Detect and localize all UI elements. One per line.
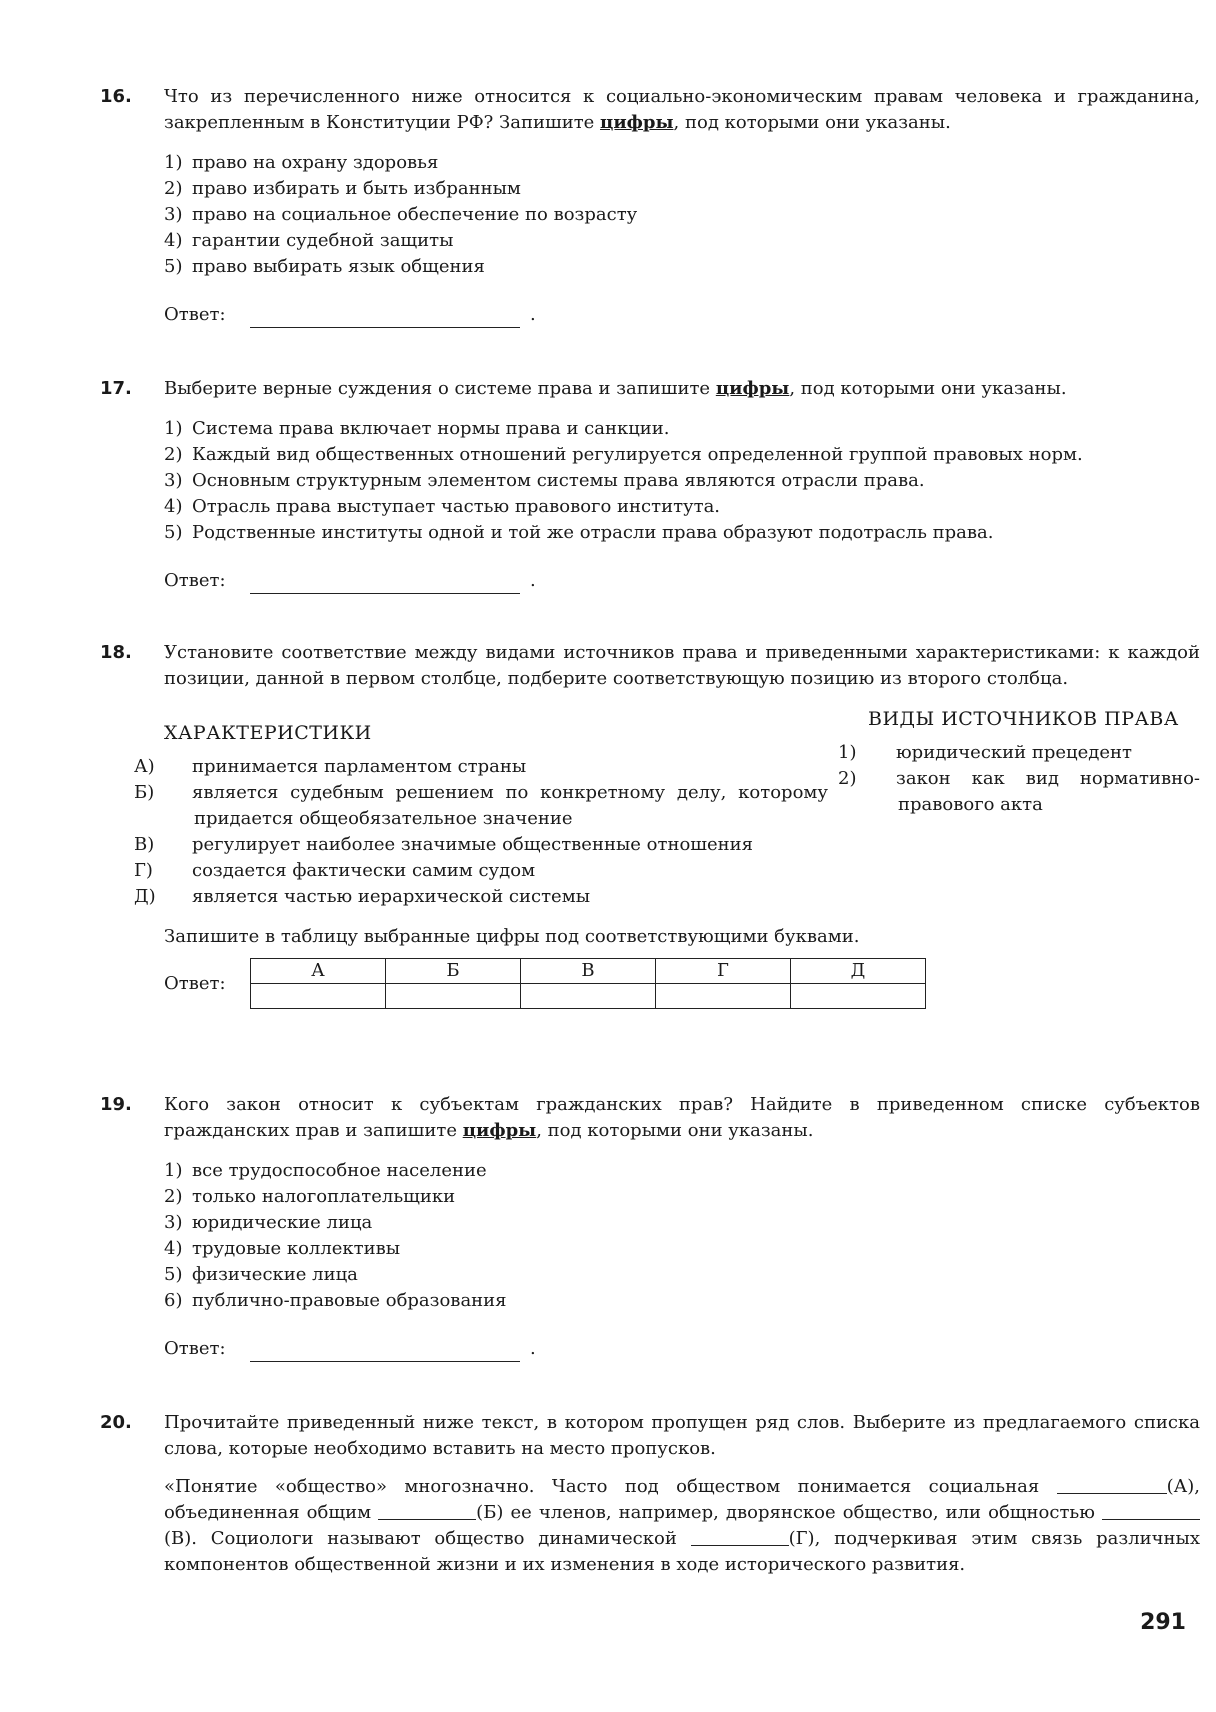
answer-cell-g[interactable] [656, 984, 791, 1009]
task-stem: Установите соответствие между видами источников права и приведенными характеристиками: к каждой позиции, данной в первом столбце, подберите соответствующую позицию из второго столбца. [164, 642, 1200, 689]
options-list [164, 1158, 1200, 1314]
list-item: 4) гарантии судебной защиты [164, 230, 454, 251]
task-stem: Прочитайте приведенный ниже текст, в котором пропущен ряд слов. Выберите из предлагаемого списка слова, которые необходимо вставить на место пропусков. [164, 1412, 1200, 1459]
gap-b-field[interactable] [378, 1501, 476, 1520]
list-item: 1) право на охрану здоровья [164, 152, 439, 173]
instruction: Запишите в таблицу выбранные цифры под соответствующими буквами. [164, 926, 860, 947]
task-number: 20. [100, 1412, 132, 1433]
answer-cell-v[interactable] [521, 984, 656, 1009]
answer-row: Ответ: . [164, 302, 1200, 328]
answer-row: Ответ: . [164, 1336, 1200, 1362]
task-stem: Кого закон относит к субъектам гражданских прав? Найдите в приведенном списке субъектов гражданских прав и запишите цифры, под которыми они указаны. [164, 1094, 1200, 1141]
list-item: 1) Система права включает нормы права и санкции. [164, 418, 670, 439]
table-header-v: В [521, 959, 656, 984]
list-item: 2) только налогоплательщики [164, 1186, 456, 1207]
list-item: 1) все трудоспособное население [164, 1160, 487, 1181]
task-stem: Выберите верные суждения о системе права и запишите цифры, под которыми они указаны. [164, 378, 1067, 399]
list-item: 2) закон как вид нормативно-правового акта [838, 768, 1200, 815]
answer-label: Ответ: [164, 972, 226, 994]
task-number: 19. [100, 1094, 132, 1115]
task-20 [100, 1410, 1200, 1578]
emphasis-digits: цифры [600, 112, 674, 133]
answer-field[interactable] [250, 307, 520, 328]
list-item: 3) юридические лица [164, 1212, 373, 1233]
list-item: Д) является частью иерархической системы [134, 886, 591, 907]
list-item: Г) создается фактически самим судом [134, 860, 536, 881]
answer-label: Ответ: [164, 1338, 226, 1359]
sources-column [838, 706, 1200, 910]
list-item: 5) Родственные институты одной и той же отрасли права образуют подотрасль права. [164, 522, 994, 543]
options-list [164, 416, 1200, 546]
task-stem: Что из перечисленного ниже относится к социально-экономическим правам человека и гражданина, закрепленным в Конституции РФ? Запишите цифры, под которыми они указаны. [164, 86, 1200, 133]
answer-field[interactable] [250, 573, 520, 594]
answer-cell-d[interactable] [791, 984, 926, 1009]
table-header-a: А [251, 959, 386, 984]
cloze-text: «Понятие «общество» многозначно. Часто под обществом понимается социальная (А), объединенная общим (Б) ее членов, например, дворянское общество, или общностью (В). Социологи называют общество динамической (Г), подчеркивая этим связь различных компонентов общественной жизни и их изменения в ходе исторического развития. [164, 1476, 1201, 1575]
emphasis-digits: цифры [715, 378, 790, 399]
task-19 [100, 1092, 1200, 1362]
answer-cell-b[interactable] [386, 984, 521, 1009]
list-item: 5) право выбирать язык общения [164, 256, 485, 277]
list-item: 1) юридический прецедент [838, 742, 1132, 763]
table-header-b: Б [386, 959, 521, 984]
answer-label: Ответ: [164, 304, 226, 325]
list-item: Б) является судебным решением по конкретному делу, которому придается общеобязательное значение [134, 782, 828, 829]
gap-v-field[interactable] [1102, 1501, 1200, 1520]
emphasis-digits: цифры [462, 1120, 537, 1141]
task-16 [100, 84, 1200, 328]
gap-g-field[interactable] [691, 1527, 789, 1546]
page-number: 291 [1140, 1610, 1186, 1635]
task-number: 18. [100, 642, 132, 663]
characteristics-column [134, 706, 828, 910]
list-item: 6) публично-правовые образования [164, 1290, 507, 1311]
answer-label: Ответ: [164, 570, 226, 591]
task-17 [100, 376, 1200, 594]
answer-field[interactable] [250, 1341, 520, 1362]
answer-row: Ответ: . [164, 568, 1200, 594]
list-item: 4) Отрасль права выступает частью правового института. [164, 496, 721, 517]
list-item: 4) трудовые коллективы [164, 1238, 401, 1259]
list-item: 2) Каждый вид общественных отношений регулируется определенной группой правовых норм. [164, 444, 1083, 465]
list-item: 3) право на социальное обеспечение по возрасту [164, 204, 638, 225]
list-item: А) принимается парламентом страны [134, 756, 527, 777]
list-item: 5) физические лица [164, 1264, 358, 1285]
gap-a-field[interactable] [1057, 1475, 1167, 1494]
task-number: 16. [100, 86, 132, 107]
task-18 [100, 640, 1200, 1009]
answer-table [250, 958, 926, 1009]
column-heading: ВИДЫ ИСТОЧНИКОВ ПРАВА [868, 708, 1179, 730]
task-number: 17. [100, 378, 132, 399]
table-header-g: Г [656, 959, 791, 984]
list-item: 3) Основным структурным элементом системы права являются отрасли права. [164, 470, 925, 491]
answer-cell-a[interactable] [251, 984, 386, 1009]
matching-columns [134, 706, 1200, 910]
list-item: В) регулирует наиболее значимые общественные отношения [134, 834, 754, 855]
options-list [164, 150, 1200, 280]
list-item: 2) право избирать и быть избранным [164, 178, 521, 199]
answer-table-row [164, 958, 1200, 1009]
table-header-d: Д [791, 959, 926, 984]
column-heading: ХАРАКТЕРИСТИКИ [164, 722, 372, 744]
